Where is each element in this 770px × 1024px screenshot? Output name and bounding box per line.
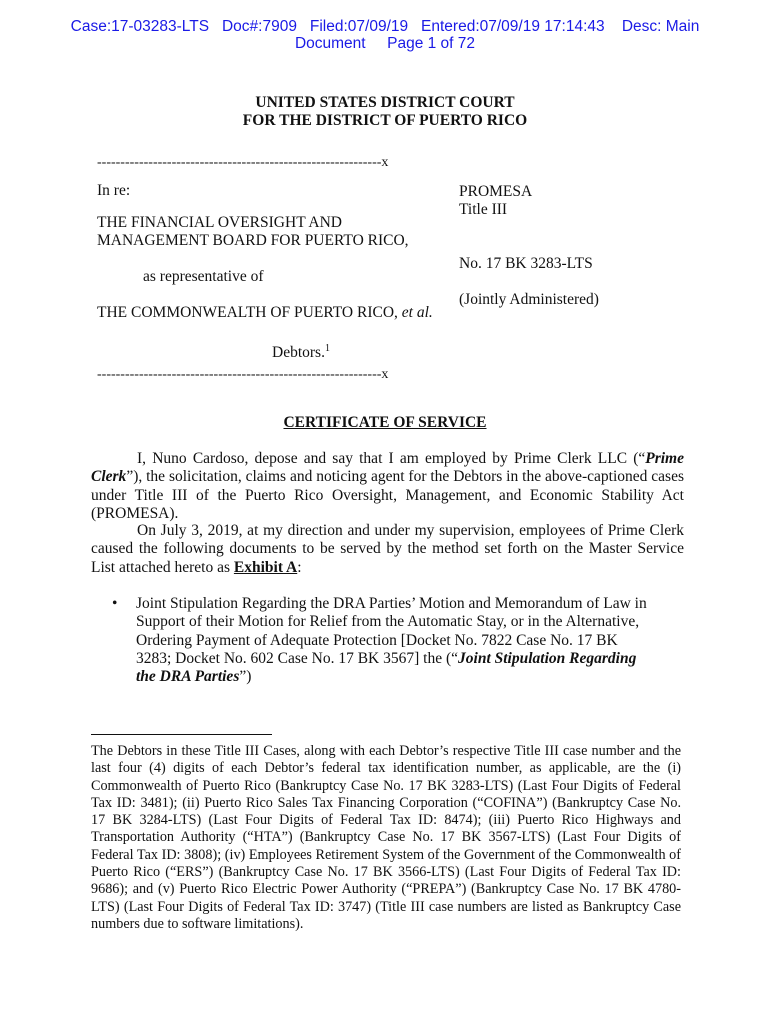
caption-in-re: In re:	[97, 182, 131, 199]
caption-separator-top: -------------------------------------------------------------x	[97, 155, 389, 170]
caption-jointly-administered: (Jointly Administered)	[459, 291, 599, 308]
footnote-text: The Debtors in these Title III Cases, along with each Debtor’s respective Title III case number and the last four (4) digits of each Debtor’s federal tax identification number, as applicable, are the (i) Commonwealth of Puerto Rico (Bankruptcy Case No. 17 BK 3283-LTS) (Last Four Digits of Federal Tax ID: 3481); (ii) Puerto Rico Sales Tax Financing Corporation (“COFINA”) (Bankruptcy Case No. 17 BK 3284-LTS) (Last Four Digits of Federal Tax ID: 8474); (iii) Puerto Rico Highways and Transportation Authority (“HTA”) (Bankruptcy Case No. 17 BK 3567-LTS) (Last Four Digits of Federal Tax ID: 3808); (iv) Employees Retirement System of the Government of the Commonwealth of Puerto Rico (“ERS”) (Bankruptcy Case No. 17 BK 3566-LTS) (Last Four Digits of Federal Tax ID: 9686); and (v) Puerto Rico Electric Power Authority (“PREPA”) (Bankruptcy Case No. 17 BK 4780-LTS) (Last Four Digits of Federal Tax ID: 3747) (Title III case numbers are listed as Bankruptcy Case numbers due to software limitations).	[91, 743, 681, 932]
p1-prime-clerk-term: Prime Clerk	[91, 450, 684, 486]
p1-text-a: I, Nuno Cardoso, depose and say that I am employed by Prime Clerk LLC (“	[137, 450, 646, 467]
caption-debtor-line1: THE FINANCIAL OVERSIGHT AND	[97, 214, 342, 231]
caption-as-representative: as representative of	[143, 268, 264, 285]
caption-commonwealth	[97, 304, 433, 322]
caption-et-al: et al.	[401, 304, 433, 321]
bullet-icon: •	[112, 595, 118, 612]
caption-promesa: PROMESA	[459, 183, 533, 200]
ecf-header-line1: Case:17-03283-LTS Doc#:7909 Filed:07/09/19 Entered:07/09/19 17:14:43 Desc: Main	[70, 18, 700, 35]
caption-commonwealth-name: THE COMMONWEALTH OF PUERTO RICO,	[97, 304, 398, 321]
certificate-heading: CERTIFICATE OF SERVICE	[283, 414, 487, 431]
caption-debtor-line2: MANAGEMENT BOARD FOR PUERTO RICO,	[97, 232, 409, 249]
ecf-header-line2: Document Page 1 of 72	[294, 35, 476, 52]
paragraph-declarant	[91, 450, 684, 523]
caption-title: Title III	[459, 201, 508, 218]
footnote-rule	[91, 734, 272, 735]
p2-text-c: :	[297, 558, 302, 576]
bullet-text-c: ”)	[239, 668, 252, 686]
p2-exhibit-a: Exhibit A	[233, 558, 298, 576]
bullet-defined-term: Joint Stipulation Regarding the DRA Parties	[136, 649, 637, 686]
caption-separator-bottom: -------------------------------------------------------------x	[97, 367, 389, 382]
bullet-text-a: Joint Stipulation Regarding the DRA Parties’ Motion and Memorandum of Law in Support of their Motion for Relief from the Automatic Stay, or in the Alternative, Ordering Payment of Adequate Protection [Docket No. 7822 Case No. 17 BK 3283; Docket No. 602 Case No. 17 BK 3567] the (“	[136, 595, 647, 667]
court-district: FOR THE DISTRICT OF PUERTO RICO	[242, 112, 528, 129]
served-document-item	[136, 595, 648, 686]
footnote-ref: 1	[324, 343, 330, 354]
caption-case-number: No. 17 BK 3283-LTS	[459, 255, 593, 272]
caption-debtors-label: Debtors.	[272, 344, 325, 362]
p2-text-a: On July 3, 2019, at my direction and under my supervision, employees of Prime Clerk caused the following documents to be served by the method set forth on the Master Service List attached hereto as	[91, 522, 684, 576]
court-name: UNITED STATES DISTRICT COURT	[255, 94, 515, 111]
paragraph-service	[91, 522, 684, 577]
p1-text-c: ”), the solicitation, claims and noticing agent for the Debtors in the above-captioned cases under Title III of the Puerto Rico Oversight, Management, and Economic Stability Act (PROMESA).	[91, 468, 684, 522]
caption-debtors	[272, 340, 330, 362]
